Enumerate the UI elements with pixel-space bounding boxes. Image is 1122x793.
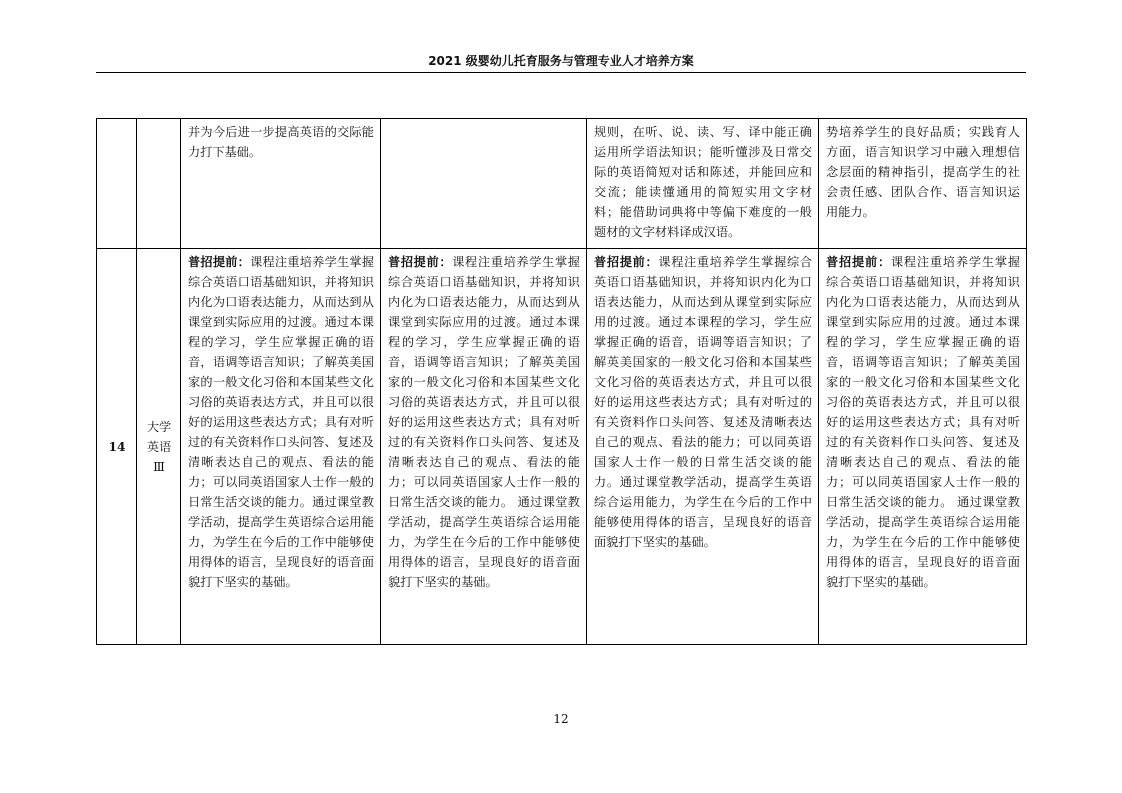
cell-text: 势培养学生的良好品质；实践育人方面，语言知识学习中融入理想信念层面的精神指引，提高学生的社会责任感、团队合作、语言知识运用能力。 [826,125,1020,219]
cell-label: 普招提前： [388,255,453,269]
curriculum-table [96,118,1027,645]
cell-label: 普招提前： [594,255,659,269]
table-cell [181,119,381,249]
cell-label: 普招提前： [826,255,891,269]
cell-text: 课程注重培养学生掌握综合英语口语基础知识，并将知识内化为口语表达能力，从而达到从课堂到实际应用的过渡。通过本课程的学习，学生应掌握正确的语音，语调等语言知识；了解英美国家的一般文化习俗和本国某些文化习俗的英语表达方式，并且可以很好的运用这些表达方式；具有对听过的有关资料作口头问答、复述及清晰表达自己的观点、看法的能力；可以同英语国家人士作一般的日常生活交谈的能力。 通过课堂教学活动，提高学生英语综合运用能力，为学生在今后的工作中能够使用得体的语言，呈现良好的语音面貌打下坚实的基础。 [388,255,580,589]
table-row-14 [97,249,1027,645]
table-cell [587,249,819,645]
course-name: 大学英语Ⅲ [137,249,181,645]
cell-text: 课程注重培养学生掌握综合英语口语基础知识，并将知识内化为口语表达能力，从而达到从课堂到实际应用的过渡。通过本课程的学习，学生应掌握正确的语音，语调等语言知识；了解英美国家的一般文化习俗和本国某些文化习俗的英语表达方式，并且可以很好的运用这些表达方式；具有对听过的有关资料作口头问答、复述及清晰表达自己的观点、看法的能力；可以同英语国家人士作一般的日常生活交谈的能力。 通过课堂教学活动，提高学生英语综合运用能力，为学生在今后的工作中能够使用得体的语言，呈现良好的语音面貌打下坚实的基础。 [826,255,1021,589]
cell-text: 并为今后进一步提高英语的交际能力打下基础。 [188,125,374,159]
table-cell [819,249,1027,645]
table-cell [381,249,587,645]
cell-text: 课程注重培养学生掌握综合英语口语基础知识，并将知识内化为口语表达能力，从而达到从课堂到实际应用的过渡。通过本课程的学习，学生应掌握正确的语音，语调等语言知识；了解英美国家的一般文化习俗和本国某些文化习俗的英语表达方式，并且可以很好的运用这些表达方式；具有对听过的有关资料作口头问答、复述及清晰表达自己的观点、看法的能力；可以同英语国家人士作一般的日常生活交谈的能力。通过课堂教学活动，提高学生英语综合运用能力，为学生在今后的工作中能够使用得体的语言，呈现良好的语音面貌打下坚实的基础。 [188,255,375,589]
header-rule [96,72,1026,73]
table-cell [181,249,381,645]
page-header-title: 2021 级婴幼儿托育服务与管理专业人才培养方案 [428,54,694,68]
cell-label: 普招提前： [188,255,251,269]
table-cell [587,119,819,249]
row-number: 14 [97,249,137,645]
table-cell [381,119,587,249]
page-number: 12 [553,712,569,726]
table-cell-number-empty [97,119,137,249]
cell-text: 课程注重培养学生掌握综合英语口语基础知识，并将知识内化为口语表达能力，从而达到从课堂到实际应用的过渡。通过本课程的学习，学生应掌握正确的语音，语调等语言知识；了解英美国家的一般文化习俗和本国某些文化习俗的英语表达方式，并且可以很好的运用这些表达方式；具有对听过的有关资料作口头问答、复述及清晰表达自己的观点、看法的能力；可以同英语国家人士作一般的日常生活交谈的能力。通过课堂教学活动，提高学生英语综合运用能力，为学生在今后的工作中能够使用得体的语言，呈现良好的语音面貌打下坚实的基础。 [594,255,813,549]
cell-text: 规则，在听、说、读、写、译中能正确运用所学语法知识；能听懂涉及日常交际的英语简短对话和陈述，并能回应和交流；能读懂通用的简短实用文字材料；能借助词典将中等偏下难度的一般题材的文字材料译成汉语。 [594,125,812,239]
table-cell [819,119,1027,249]
table-cell-name-empty [137,119,181,249]
table-row-continued [97,119,1027,249]
